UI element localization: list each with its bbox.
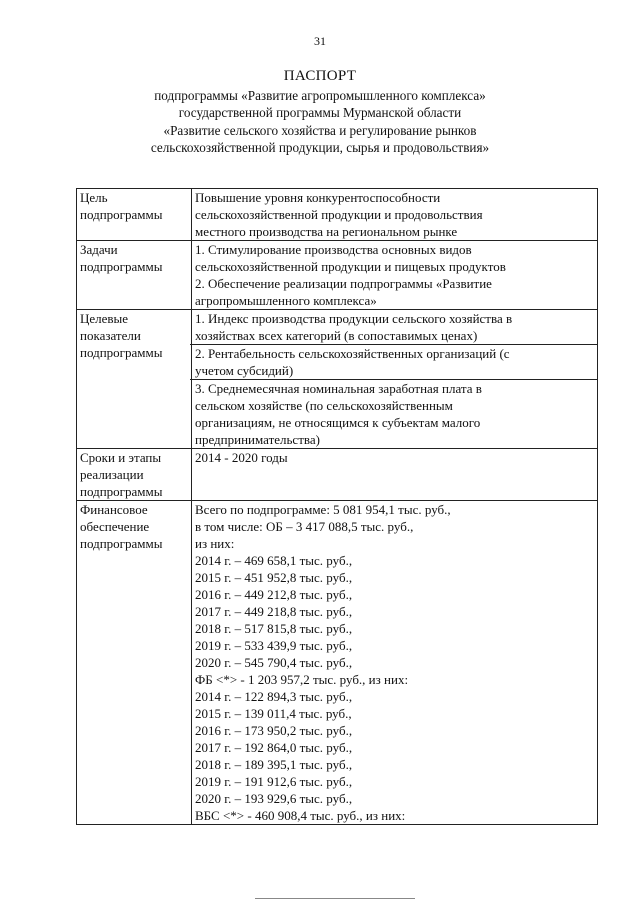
- page-bottom-rule: [255, 898, 415, 899]
- row-value-block: [190, 380, 597, 448]
- row-label: [77, 501, 192, 825]
- row-value-line: 2017 г. – 449 218,8 тыс. руб.,: [195, 604, 353, 619]
- title-line: сельскохозяйственной продукции, сырья и продовольствия»: [150, 140, 490, 155]
- row-value-line: 2017 г. – 192 864,0 тыс. руб.,: [195, 740, 353, 755]
- row-value-line: 2019 г. – 191 912,6 тыс. руб.,: [195, 774, 353, 789]
- row-label: [77, 449, 192, 501]
- row-label: [77, 241, 192, 310]
- row-value-block: [190, 345, 597, 380]
- row-value-line: из них:: [195, 536, 235, 551]
- row-label-line: подпрограммы: [80, 345, 163, 360]
- table-row: [77, 449, 598, 501]
- row-label: [77, 310, 192, 449]
- row-label-line: подпрограммы: [80, 259, 163, 274]
- row-value-line: сельскохозяйственной продукции и пищевых продуктов: [195, 259, 506, 274]
- row-label-line: Цель: [80, 190, 108, 205]
- row-label-line: Целевые: [80, 311, 129, 326]
- table-row: [77, 189, 598, 241]
- row-value: [192, 449, 598, 501]
- table-row: [77, 310, 598, 449]
- row-value-block: [190, 310, 597, 345]
- row-value-line: 2016 г. – 173 950,2 тыс. руб.,: [195, 723, 353, 738]
- row-value-line: сельском хозяйстве (по сельскохозяйственным: [195, 398, 453, 413]
- passport-table-body: [77, 189, 598, 825]
- row-label-line: обеспечение: [80, 519, 150, 534]
- row-value-line: 2015 г. – 451 952,8 тыс. руб.,: [195, 570, 353, 585]
- row-value-line: 2018 г. – 517 815,8 тыс. руб.,: [195, 621, 353, 636]
- row-value-line: Повышение уровня конкурентоспособности: [195, 190, 441, 205]
- row-value-block: [190, 189, 597, 240]
- row-value-block: [190, 449, 597, 466]
- row-value-line: агропромышленного комплекса»: [195, 293, 377, 308]
- row-value-line: 2020 г. – 193 929,6 тыс. руб.,: [195, 791, 353, 806]
- row-value-line: 2014 - 2020 годы: [195, 450, 288, 465]
- row-value-line: 3. Среднемесячная номинальная заработная плата в: [195, 381, 482, 396]
- row-value-line: 2. Обеспечение реализации подпрограммы «Развитие: [195, 276, 492, 291]
- row-value-line: организациям, не относящимся к субъектам малого: [195, 415, 481, 430]
- row-value-line: сельскохозяйственной продукции и продовольствия: [195, 207, 483, 222]
- row-value-line: ФБ <*> - 1 203 957,2 тыс. руб., из них:: [195, 672, 409, 687]
- row-value-line: 2. Рентабельность сельскохозяйственных организаций (с: [195, 346, 510, 361]
- row-value-block: [190, 241, 597, 309]
- row-value-line: местного производства на региональном рынке: [195, 224, 458, 239]
- row-value: [192, 310, 598, 449]
- row-value-line: в том числе: ОБ – 3 417 088,5 тыс. руб.,: [195, 519, 414, 534]
- row-label-line: подпрограммы: [80, 207, 163, 222]
- row-value-line: 1. Стимулирование производства основных видов: [195, 242, 472, 257]
- row-value: [192, 241, 598, 310]
- row-value-line: 2018 г. – 189 395,1 тыс. руб.,: [195, 757, 353, 772]
- row-value-line: Всего по подпрограмме: 5 081 954,1 тыс. руб.,: [195, 502, 451, 517]
- row-value-line: предпринимательства): [195, 432, 320, 447]
- row-label-line: показатели: [80, 328, 141, 343]
- row-label: [77, 189, 192, 241]
- row-label-line: Сроки и этапы: [80, 450, 162, 465]
- row-value-block: [190, 501, 597, 824]
- title-line: подпрограммы «Развитие агропромышленного комплекса»: [154, 87, 486, 103]
- row-label-line: реализации: [80, 467, 144, 482]
- row-value-line: учетом субсидий): [195, 363, 294, 378]
- row-label-line: Задачи: [80, 242, 118, 257]
- page-number: 31: [314, 34, 326, 48]
- row-value-line: хозяйствах всех категорий (в сопоставимых ценах): [195, 328, 478, 343]
- table-row: [77, 241, 598, 310]
- row-value: [192, 189, 598, 241]
- row-value-line: 2020 г. – 545 790,4 тыс. руб.,: [195, 655, 353, 670]
- row-value-line: 2014 г. – 469 658,1 тыс. руб.,: [195, 553, 353, 568]
- row-label-line: подпрограммы: [80, 484, 163, 499]
- passport-table: [76, 188, 598, 825]
- title-line: государственной программы Мурманской области: [178, 105, 462, 120]
- row-value-line: 2016 г. – 449 212,8 тыс. руб.,: [195, 587, 353, 602]
- row-value-line: 2019 г. – 533 439,9 тыс. руб.,: [195, 638, 353, 653]
- document-title: [0, 68, 640, 157]
- table-row: [77, 501, 598, 825]
- row-label-line: Финансовое: [80, 502, 148, 517]
- title-heading: ПАСПОРТ: [283, 68, 357, 84]
- row-value: [192, 501, 598, 825]
- row-value-line: 1. Индекс производства продукции сельского хозяйства в: [195, 311, 513, 326]
- row-value-line: 2015 г. – 139 011,4 тыс. руб.,: [195, 706, 352, 721]
- title-line: «Развитие сельского хозяйства и регулирование рынков: [163, 122, 477, 138]
- row-label-line: подпрограммы: [80, 536, 163, 551]
- row-value-line: ВБС <*> - 460 908,4 тыс. руб., из них:: [195, 808, 406, 823]
- row-value-line: 2014 г. – 122 894,3 тыс. руб.,: [195, 689, 353, 704]
